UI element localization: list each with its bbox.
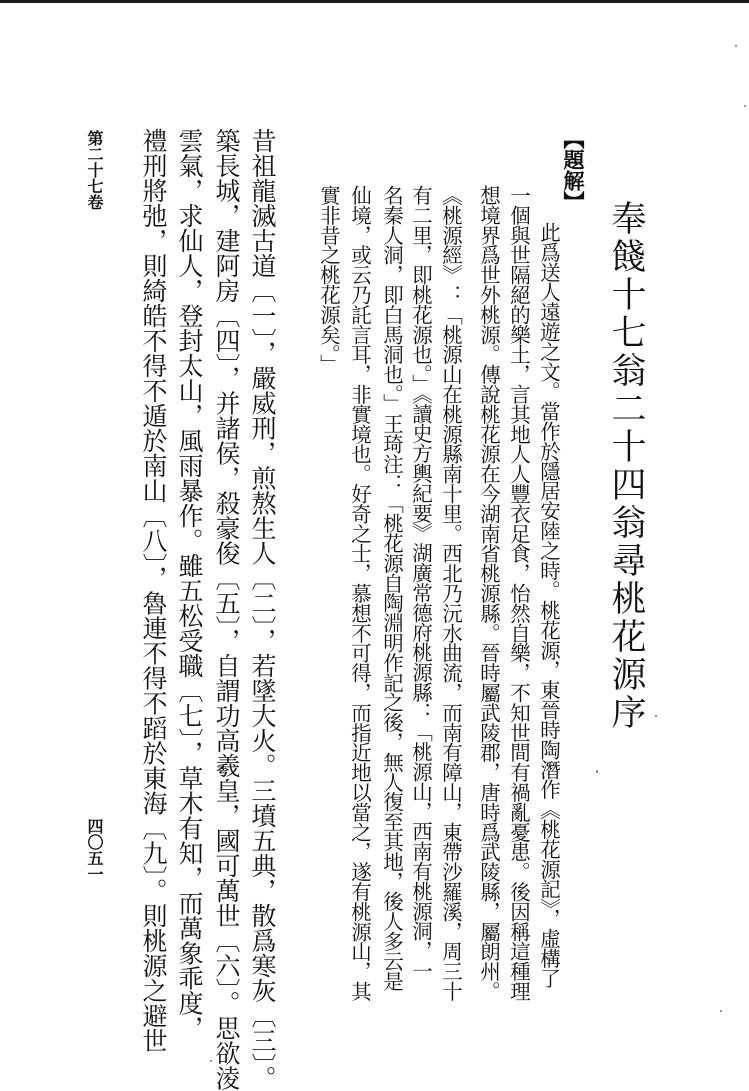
commentary-column: 一個與世隔絕的樂土，言其地人人豐衣足食，怡然自樂，不知世間有禍亂憂患。後因稱這種理 — [506, 185, 531, 1001]
scan-speck — [744, 105, 746, 107]
page-title: 奉餞十七翁二十四翁尋桃花源序 — [606, 200, 646, 732]
chapter-label: 第二十七卷 — [85, 130, 104, 210]
commentary-column: 此爲送人遠遊之文。當作於隱居安陸之時。桃花源，東晉時陶潛作《桃花源記》，虛構了 — [536, 222, 561, 988]
main-text-column: 雲氣，求仙人，登封太山，風雨暴作。雖五松受職〔七〕，草木有知，而萬象乖度， — [175, 128, 204, 1041]
main-text-column: 禮刑將弛，則綺皓不得不遁於南山〔八〕，魯連不得不蹈於東海〔九〕。則桃源之避世 — [139, 128, 168, 1053]
section-label: 【題解】 — [561, 128, 586, 212]
commentary-column: 想境界爲世外桃源。傳說桃花源在今湖南省桃源縣。晉時屬武陵郡，唐時爲武陵縣，屬朗州。 — [476, 185, 501, 1001]
commentary-column: 《桃源經》：「桃源山在桃源縣南十里。西北乃沅水曲流，而南有障山，東帶沙羅溪，周三十 — [438, 185, 463, 1001]
scan-speck — [210, 1060, 212, 1062]
main-text-column: 昔祖龍滅古道〔一〕，嚴威刑，煎熬生人〔二〕，若墜大火。三墳五典，散爲寒灰〔三〕。 — [248, 128, 277, 1091]
top-border-rule — [0, 0, 749, 3]
commentary-column: 仙境，或云乃託言耳，非實境也。好奇之士，慕想不可得，而指近地以當之，遂有桃源山，其 — [347, 185, 372, 1001]
commentary-column: 名秦人洞，即白馬洞也。」王琦注：「桃花源自陶淵明作記之後，無人復至其地，後人多云是 — [379, 185, 404, 991]
scan-speck — [655, 715, 657, 717]
scan-speck — [735, 45, 737, 47]
commentary-column: 有二里，即桃花源也。」《讀史方輿紀要》湖廣常德府桃源縣：「桃源山，西南有桃源洞，一 — [408, 185, 433, 981]
page-number: 四〇五一 — [85, 818, 104, 882]
commentary-column: 實非昔之桃花源矣。」 — [316, 185, 341, 374]
scan-speck — [720, 1010, 722, 1012]
scan-speck — [596, 770, 598, 773]
main-text-column: 築長城，建阿房〔四〕，并諸侯，殺豪俊〔五〕，自謂功高羲皇，國可萬世〔六〕。思欲淩 — [212, 128, 241, 1091]
